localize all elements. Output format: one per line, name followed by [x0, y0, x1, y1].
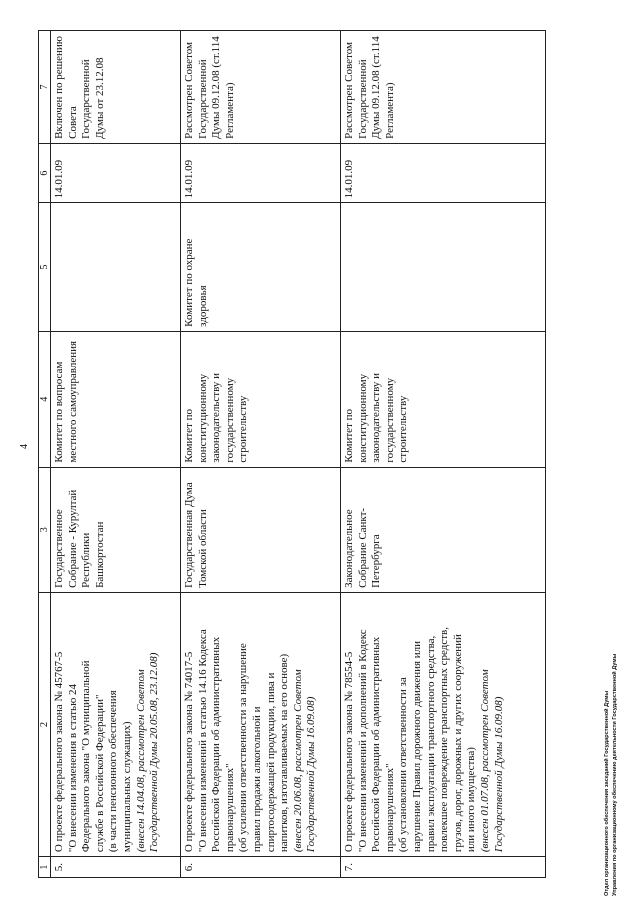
table-row: [51, 31, 181, 878]
bill-title-line: правил продажи алкогольной и: [250, 706, 263, 853]
bill-title-line: О проекте федерального закона № 74017-5: [183, 651, 195, 853]
column-header-1: 1: [39, 857, 51, 878]
responsible-committee: Комитет по вопросам местного самоуправления: [51, 331, 181, 467]
bill-title-line: грузов, дорог, дорожных и других сооружений: [451, 634, 464, 853]
bill-note-line: Государственной Думы 20.05.08, 23.12.08): [148, 652, 161, 853]
bill-note-line: (внесен 01.07.08, рассмотрен Советом: [478, 669, 491, 853]
footer: [603, 576, 619, 896]
bill-note-line: (внесен 14.04.08, рассмотрен Советом: [134, 669, 147, 853]
bill-title-line: правил эксплуатации транспортного средства,: [424, 635, 437, 853]
co-committee: [51, 203, 181, 331]
bill-note-line: (внесен 20.06.08, рассмотрен Советом: [291, 669, 304, 853]
bill-title-line: напитков, изготавливаемых на его основе): [278, 653, 291, 853]
bill-title-line: или иного имущества): [465, 747, 478, 853]
table-row: [181, 31, 341, 878]
review-date: 14.01.09: [181, 143, 341, 203]
column-header-4: 4: [39, 331, 51, 467]
rotated-document-content: [38, 30, 610, 878]
table-row: [341, 31, 546, 878]
bill-title-line: повлекшее повреждение транспортных средств,: [438, 627, 451, 853]
bill-title-line: (об усилении ответственности за нарушение: [237, 643, 250, 853]
bill-description: [181, 592, 341, 856]
co-committee: Комитет по охране здоровья: [181, 203, 341, 331]
column-header-7: 7: [39, 31, 51, 144]
bill-author: Государственное Собрание - Курултай Республики Башкортостан: [51, 467, 181, 592]
responsible-committee: Комитет по конституционному законодательству и государственному строительству: [341, 331, 546, 467]
bill-title-line: правонарушениях": [383, 763, 396, 853]
bill-title-line: спиртосодержащей продукции, пива и: [264, 672, 277, 853]
bill-title-line: О проекте федерального закона № 78554-5: [343, 651, 355, 853]
row-number: 7.: [341, 857, 546, 878]
bill-title-line: "О внесении изменения в статью 24: [66, 683, 79, 853]
bill-title-line: "О внесении изменений и дополнений в Кодекс: [356, 629, 369, 853]
bill-description: [341, 592, 546, 856]
responsible-committee: Комитет по конституционному законодательству и государственному строительству: [181, 331, 341, 467]
bill-status: Включен по решению Совета Государственной Думы от 23.12.08: [51, 31, 181, 144]
bill-title-line: "О внесении изменений в статью 14.16 Кодекса: [196, 629, 209, 853]
bill-description: [51, 592, 181, 856]
bill-title-line: службе в Российской Федерации": [93, 694, 106, 853]
table-header-row: [39, 31, 51, 878]
column-header-2: 2: [39, 592, 51, 856]
bill-status: Рассмотрен Советом Государственной Думы 09.12.08 (ст.114 Регламента): [341, 31, 546, 144]
bill-note-line: Государственной Думы 16.09.08): [492, 696, 505, 853]
bill-title-line: Российской Федерации об административных: [210, 636, 223, 853]
bill-title-line: муниципальных служащих): [120, 721, 133, 853]
review-date: 14.01.09: [51, 143, 181, 203]
bills-table: [38, 30, 546, 878]
page-number: 4: [19, 444, 30, 449]
co-committee: [341, 203, 546, 331]
column-header-5: 5: [39, 203, 51, 331]
bill-title-line: правонарушениях": [223, 763, 236, 853]
column-header-6: 6: [39, 143, 51, 203]
bill-title-line: нарушение Правил дорожного движения или: [410, 640, 423, 853]
bill-title-line: (в части пенсионного обеспечения: [107, 690, 120, 853]
bill-author: Законодательное Собрание Санкт-Петербурга: [341, 467, 546, 592]
row-number: 5.: [51, 857, 181, 878]
bill-title-line: (об установлении ответственности за: [397, 677, 410, 853]
column-header-3: 3: [39, 467, 51, 592]
row-number: 6.: [181, 857, 341, 878]
bill-title-line: О проекте федерального закона № 45767-5: [53, 651, 65, 853]
footer-directorate-line: Управления по организационному обеспечению деятельности Государственной Думы: [612, 653, 618, 896]
bill-note-line: Государственной Думы 16.09.08): [305, 696, 318, 853]
footer-department-line: Отдел организационного обеспечения заседаний Государственной Думы: [604, 690, 610, 896]
bill-status: Рассмотрен Советом Государственной Думы 09.12.08 (ст.114 Регламента): [181, 31, 341, 144]
bill-title-line: Российской Федерации об административных: [370, 636, 383, 853]
bill-author: Государственная Дума Томской области: [181, 467, 341, 592]
bill-title-line: Федерального закона "О муниципальной: [80, 660, 93, 853]
review-date: 14.01.09: [341, 143, 546, 203]
